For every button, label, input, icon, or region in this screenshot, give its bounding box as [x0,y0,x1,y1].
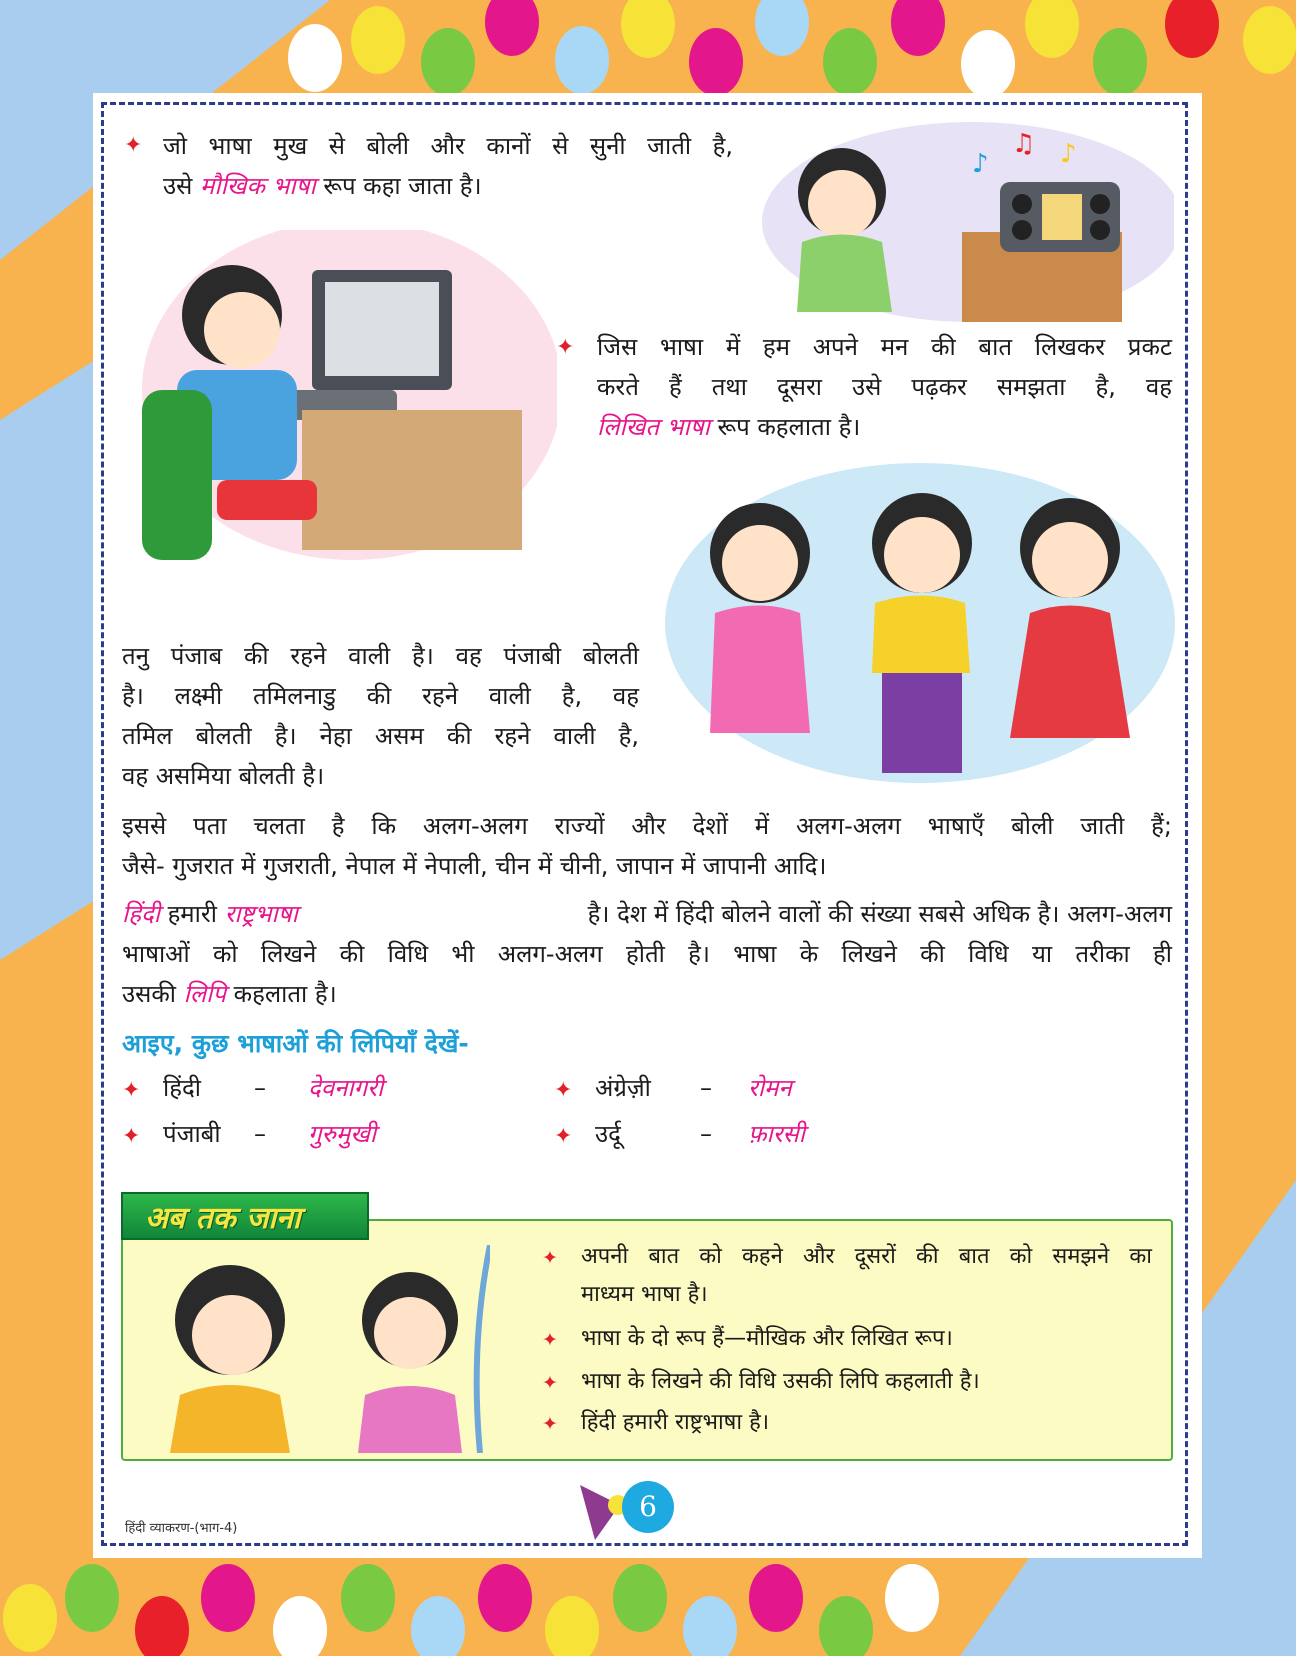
written-language-line-3 [597,407,1172,447]
regional-language-line-4: वह असमिया बोलती है। [122,762,325,790]
script-name: देवनागरी [308,1074,384,1102]
svg-text:♪: ♪ [1060,139,1077,169]
summary-point-4: हिंदी हमारी राष्ट्रभाषा है। [581,1410,770,1435]
text-segment: हमारी [167,900,217,928]
script-name: गुरुमुखी [308,1120,377,1148]
scripts-heading: आइए, कुछ भाषाओं की लिपियाँ देखें- [122,1029,469,1058]
highlight-term: लिपि [183,980,227,1008]
bullet-icon: ✦ [122,1124,141,1149]
dash: – [700,1074,712,1102]
highlight-term: हिंदी [122,900,160,928]
dash: – [254,1074,266,1102]
page-number: 6 [622,1481,674,1533]
diversity-line-2: जैसे- गुजरात में गुजराती, नेपाल में नेपाली, चीन में चीनी, जापान में जापानी आदि। [122,852,827,880]
text-segment: कहलाता है। [233,980,337,1008]
text-segment: उसकी [122,980,177,1008]
national-language-line-3 [122,974,1172,1014]
bullet-icon: ✦ [554,1124,573,1149]
highlight-term: लिखित भाषा [597,413,710,441]
summary-title: अब तक जाना [145,1201,301,1236]
bullet-icon: ✦ [554,1078,573,1103]
diversity-line-1: इससे पता चलता है कि अलग-अलग राज्यों और देशों में अलग-अलग भाषाएँ बोली जाती हैं; [122,812,1172,840]
language-name: पंजाबी [163,1120,221,1148]
language-name: अंग्रेज़ी [595,1074,651,1102]
bullet-icon: ✦ [122,1078,141,1103]
text-segment: है। देश में हिंदी बोलने वालों की संख्या सबसे अधिक है। अलग-अलग [587,900,1172,928]
summary-point-1-line-1: अपनी बात को कहने और दूसरों की बात को समझने का [581,1244,1152,1269]
footer-book-title: हिंदी व्याकरण-(भाग-4) [125,1521,238,1536]
text-segment: उसे [163,172,193,200]
boy-computer-illustration [137,230,557,600]
three-girls-talking-illustration [660,463,1175,783]
bullet-icon: ✦ [542,1329,558,1351]
bullet-icon: ✦ [542,1247,558,1269]
summary-point-3: भाषा के लिखने की विधि उसकी लिपि कहलाती है। [581,1369,980,1394]
svg-text:♫: ♫ [1012,129,1036,159]
oral-language-line-1: जो भाषा मुख से बोली और कानों से सुनी जाती है, [163,132,733,160]
script-name: रोमन [748,1074,792,1102]
summary-banner [121,1192,369,1240]
summary-point-2: भाषा के दो रूप हैं—मौखिक और लिखित रूप। [581,1326,953,1351]
dash: – [700,1120,712,1148]
bullet-icon: ✦ [542,1413,558,1435]
bullet-icon: ✦ [124,133,143,158]
bullet-icon: ✦ [542,1372,558,1394]
dash: – [254,1120,266,1148]
script-name: फ़ारसी [748,1120,805,1148]
highlight-term: राष्ट्रभाषा [224,900,298,928]
language-name: उर्दू [595,1120,621,1148]
highlight-term: मौखिक भाषा [200,172,316,200]
summary-point-1-line-2: माध्यम भाषा है। [581,1282,708,1307]
two-girls-illustration [150,1245,490,1453]
svg-text:♪: ♪ [972,149,989,179]
language-name: हिंदी [163,1074,201,1102]
regional-language-line-2: है। लक्ष्मी तमिलनाडु की रहने वाली है, वह [122,682,639,710]
national-language-line-2: भाषाओं को लिखने की विधि भी अलग-अलग होती है। भाषा के लिखने की विधि या तरीका ही [122,940,1172,968]
text-segment: रूप कहा जाता है। [323,172,482,200]
oral-language-line-2 [163,166,733,206]
text-segment: रूप कहलाता है। [717,413,861,441]
bullet-icon: ✦ [556,335,575,360]
regional-language-line-1: तनु पंजाब की रहने वाली है। वह पंजाबी बोलती [122,642,639,670]
written-language-line-2: करते हैं तथा दूसरा उसे पढ़कर समझता है, वह [597,373,1172,401]
national-language-line-1 [122,894,1172,934]
written-language-line-1: जिस भाषा में हम अपने मन की बात लिखकर प्रकट [597,333,1172,361]
regional-language-line-3: तमिल बोलती है। नेहा असम की रहने वाली है, [122,722,639,750]
girl-dancing-radio-illustration [742,112,1174,322]
